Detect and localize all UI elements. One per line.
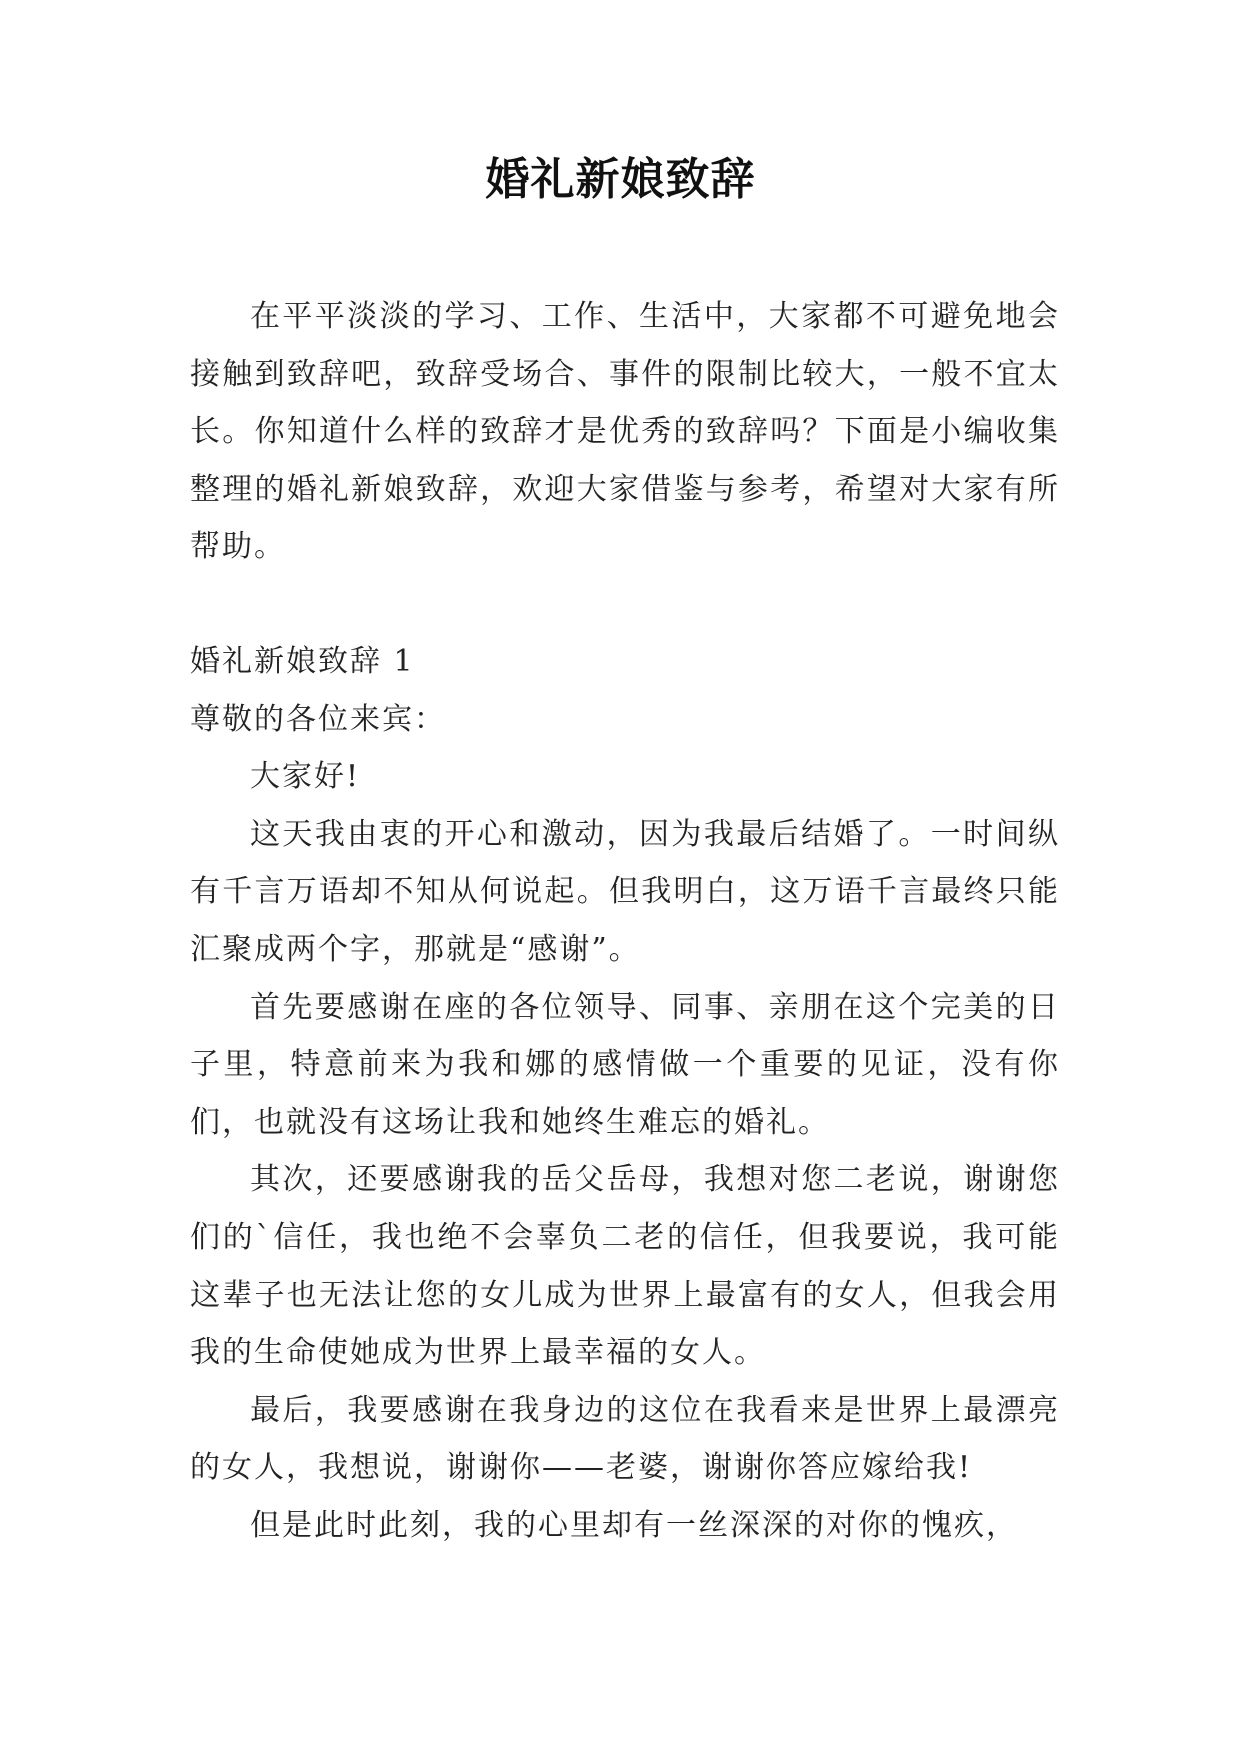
body-paragraph: 但是此时此刻，我的心里却有一丝深深的对你的愧疚， xyxy=(250,1507,1018,1543)
salutation: 尊敬的各位来宾： xyxy=(190,701,446,737)
body-paragraph: 其次，还要感谢我的岳父岳母，我想对您二老说，谢谢您们的`信任，我也绝不会辜负二老的信任，但我要说，我可能这辈子也无法让您的女儿成为世界上最富有的女人，但我会用我的生命使她成为世界上最幸福的女人。 xyxy=(190,1162,1060,1371)
body-paragraph: 首先要感谢在座的各位领导、同事、亲朋在这个完美的日子里，特意前来为我和娜的感情做一个重要的见证，没有你们，也就没有这场让我和她终生难忘的婚礼。 xyxy=(190,989,1060,1140)
intro-paragraph: 在平平淡淡的学习、工作、生活中，大家都不可避免地会接触到致辞吧，致辞受场合、事件的限制比较大，一般不宜太长。你知道什么样的致辞才是优秀的致辞吗？下面是小编收集整理的婚礼新娘致辞，欢迎大家借鉴与参考，希望对大家有所帮助。 xyxy=(190,299,1060,565)
body-paragraph: 这天我由衷的开心和激动，因为我最后结婚了。一时间纵有千言万语却不知从何说起。但我明白，这万语千言最终只能汇聚成两个字，那就是“感谢”。 xyxy=(190,816,1060,967)
document-body xyxy=(190,288,1060,1554)
greeting: 大家好! xyxy=(250,759,361,795)
body-paragraph: 最后，我要感谢在我身边的这位在我看来是世界上最漂亮的女人，我想说，谢谢你——老婆，谢谢你答应嫁给我! xyxy=(190,1392,1060,1486)
document-title: 婚礼新娘致辞 xyxy=(485,154,756,205)
section-heading: 婚礼新娘致辞 1 xyxy=(190,643,415,679)
